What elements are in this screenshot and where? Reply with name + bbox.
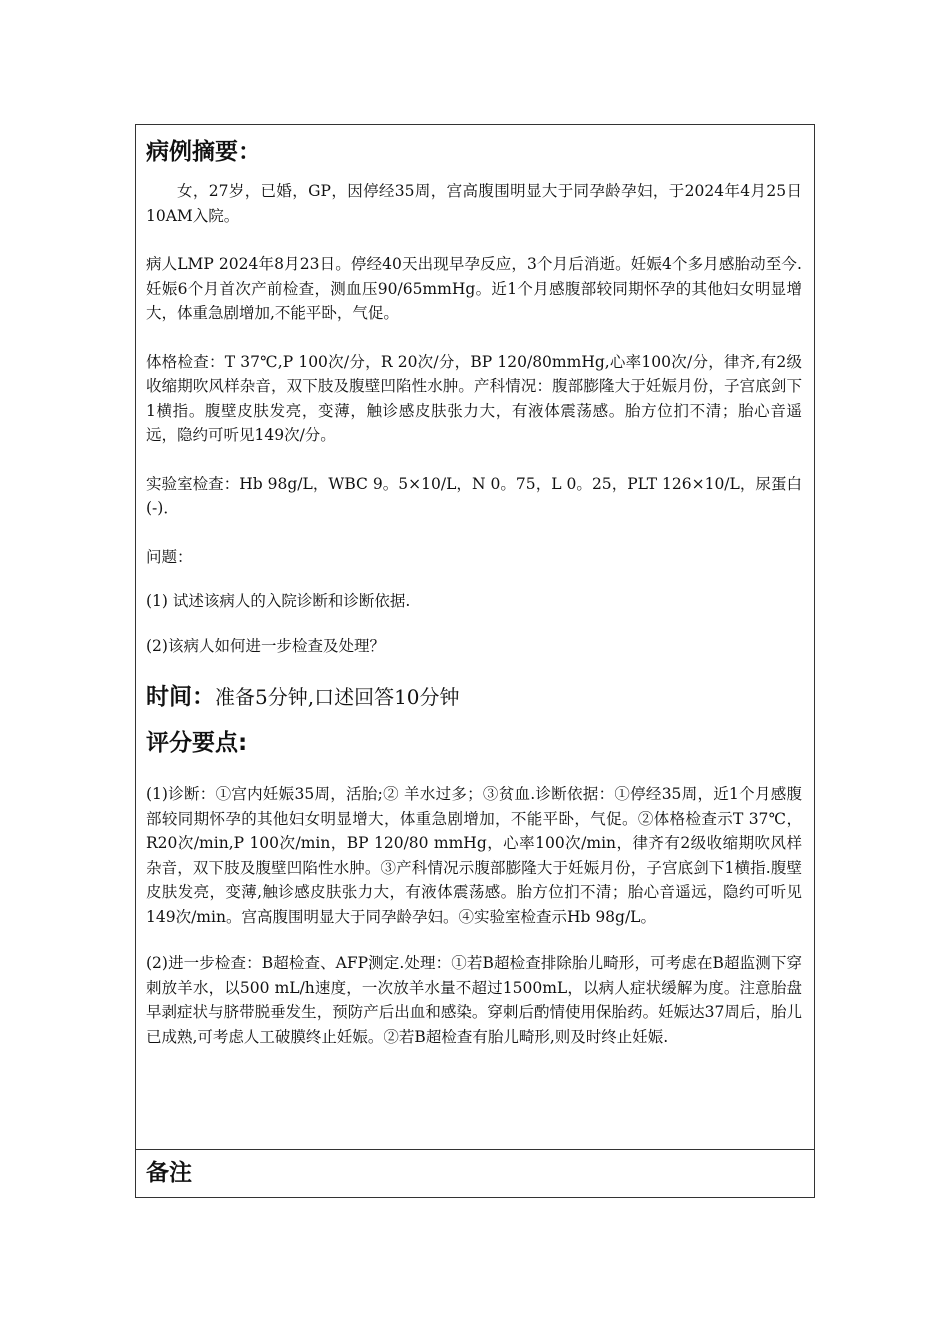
case-table: [135, 124, 815, 1198]
summary-heading: 病例摘要：: [146, 139, 261, 165]
scoring-answer-2: (2)进一步检查：B超检查、AFP测定.处理：①若B超检查排除胎儿畸形，可考虑在B超监测下穿刺放羊水，以500 mL/h速度，一次放羊水量不超过1500mL，以病人症状缓解为度。注意胎盘早剥症状与脐带脱垂发生，预防产后出血和感染。穿刺后酌情使用保胎药。妊娠达37周后，胎儿已成熟,可考虑人工破膜终止妊娠。②若B超检查有胎儿畸形,则及时终止妊娠.: [146, 954, 802, 1046]
lab-results: 实验室检查：Hb 98g/L，WBC 9。5×10/L，N 0。75，L 0。25，PLT 126×10/L，尿蛋白(-)．: [146, 474, 802, 517]
time-line: [146, 682, 802, 712]
question-2: (2)该病人如何进一步检查及处理？: [146, 636, 385, 655]
time-label: 时间：: [146, 684, 215, 710]
summary-history: 病人LMP 2024年8月23日。停经40天出现早孕反应，3个月后消逝。妊娠4个多月感胎动至今.妊娠6个月首次产前检查，测血压90/65mmHg。近1个月感腹部较同期怀孕的其他妇女明显增大，体重急剧增加,不能平卧，气促。: [146, 255, 802, 322]
notes-divider: [136, 1149, 814, 1150]
notes-heading: 备注: [146, 1160, 192, 1186]
case-content: [146, 125, 802, 1049]
time-text: 准备5分钟,口述回答10分钟: [215, 685, 460, 709]
scoring-answer-1: (1)诊断：①宫内妊娠35周，活胎;② 羊水过多；③贫血.诊断依据：①停经35周，近1个月感腹部较同期怀孕的其他妇女明显增大，体重急剧增加，不能平卧，气促。②体格检查示T 37℃，R20次/min,P 100次/min，BP 120/80 mmHg，心率100次/min，律齐有2级收缩期吹风样杂音，双下肢及腹壁凹陷性水肿。③产科情况示腹部膨隆大于妊娠月份，子宫底剑下1横指.腹壁皮肤发亮，变薄,触诊感皮肤张力大，有液体震荡感。胎方位扪不清；胎心音遥远，隐约可听见149次/min。宫高腹围明显大于同孕龄孕妇。④实验室检查示Hb 98g/L。: [146, 785, 802, 926]
question-1: (1) 试述该病人的入院诊断和诊断依据.: [146, 592, 411, 610]
scoring-heading: 评分要点:: [146, 730, 248, 756]
questions-label: 问题：: [146, 547, 193, 566]
summary-intro: 女，27岁，已婚，GP，因停经35周，宫高腹围明显大于同孕龄孕妇，于2024年4月25日10AM入院。: [146, 182, 802, 225]
physical-exam: 体格检查：T 37℃,P 100次/分，R 20次/分，BP 120/80mmHg,心率100次/分，律齐,有2级收缩期吹风样杂音，双下肢及腹壁凹陷性水肿。产科情况：腹部膨隆大于妊娠月份，子宫底剑下1横指。腹壁皮肤发亮，变薄，触诊感皮肤张力大，有液体震荡感。胎方位扪不清；胎心音遥远，隐约可听见149次/分。: [146, 352, 802, 444]
